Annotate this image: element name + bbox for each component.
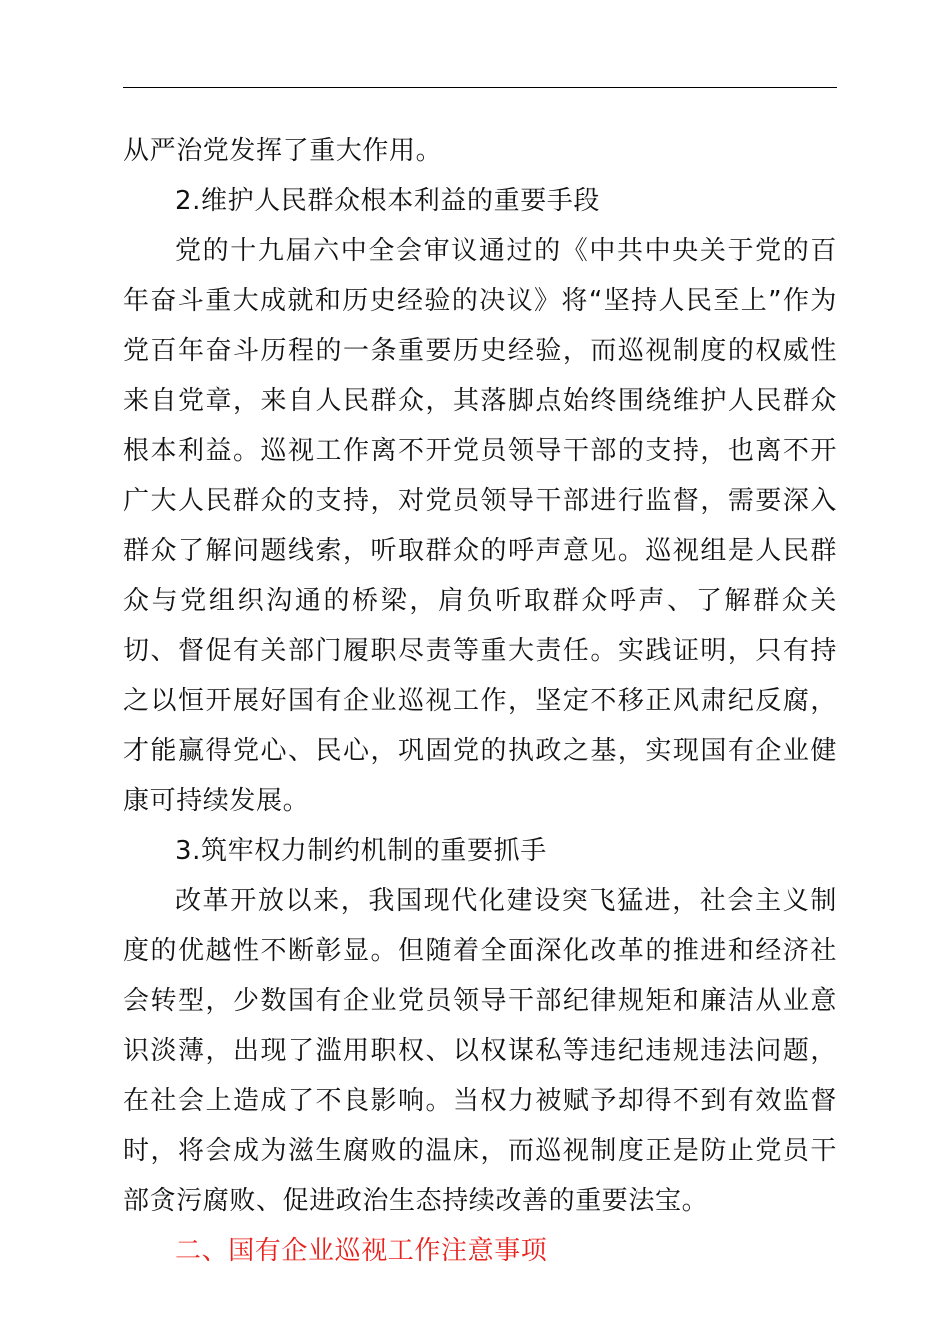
subheading-2: 2.维护人民群众根本利益的重要手段 (175, 186, 601, 216)
document-body (123, 126, 837, 1276)
paragraph-body: 改革开放以来，我国现代化建设突飞猛进，社会主义制度的优越性不断彰显。但随着全面深化改革的推进和经济社会转型，少数国有企业党员领导干部纪律规矩和廉洁从业意识淡薄，出现了滥用职权、以权谋私等违纪违规违法问题，在社会上造成了不良影响。当权力被赋予却得不到有效监督时，将会成为滋生腐败的温床，而巡视制度正是防止党员干部贪污腐败、促进政治生态持续改善的重要法宝。 (123, 886, 837, 1216)
paragraph-continuation: 从严治党发挥了重大作用。 (123, 136, 443, 166)
paragraph-body: 党的十九届六中全会审议通过的《中共中央关于党的百年奋斗重大成就和历史经验的决议》将“坚持人民至上”作为党百年奋斗历程的一条重要历史经验，而巡视制度的权威性来自党章，来自人民群众，其落脚点始终围绕维护人民群众根本利益。巡视工作离不开党员领导干部的支持，也离不开广大人民群众的支持，对党员领导干部进行监督，需要深入群众了解问题线索，听取群众的呼声意见。巡视组是人民群众与党组织沟通的桥梁，肩负听取群众呼声、了解群众关切、督促有关部门履职尽责等重大责任。实践证明，只有持之以恒开展好国有企业巡视工作，坚定不移正风肃纪反腐，才能赢得党心、民心，巩固党的执政之基，实现国有企业健康可持续发展。 (123, 236, 837, 816)
subheading-3: 3.筑牢权力制约机制的重要抓手 (175, 836, 547, 866)
section-heading: 二、国有企业巡视工作注意事项 (175, 1236, 548, 1266)
header-rule (123, 87, 837, 88)
